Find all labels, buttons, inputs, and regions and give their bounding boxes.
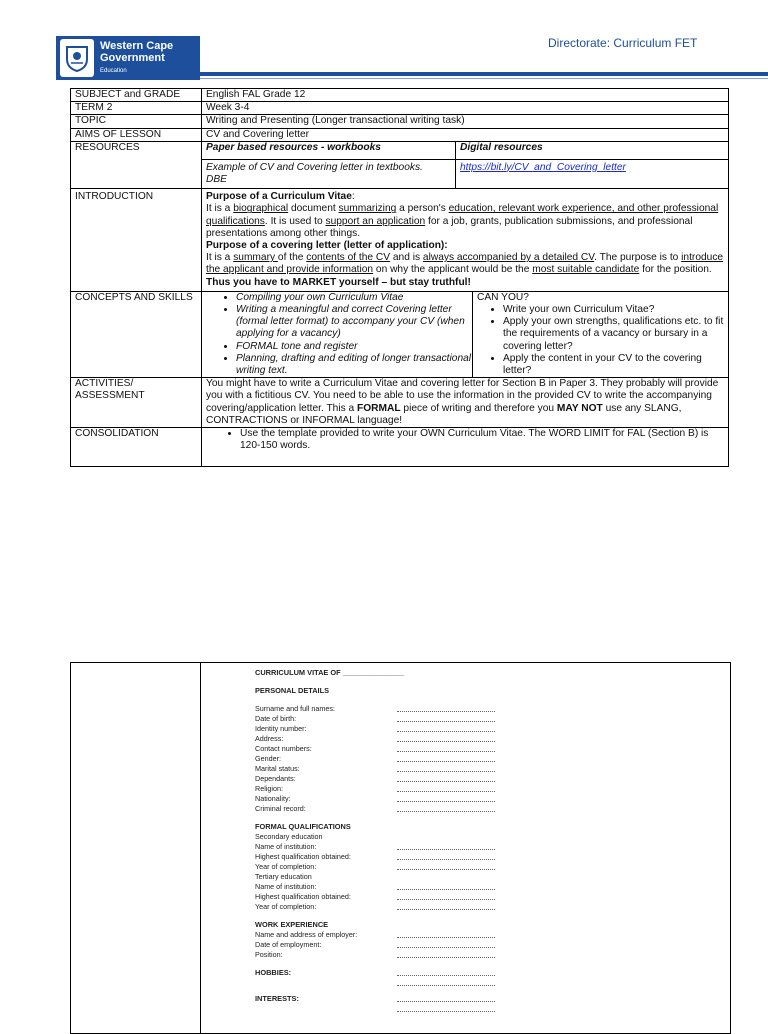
- fill-line: [397, 704, 495, 712]
- resources-cell: [202, 141, 729, 188]
- list-item: • Apply your own strengths, qualifications etc. to fit the requirements of a vacancy or bursary in a covering letter?: [503, 316, 728, 353]
- cv-field-label: Name of institution:: [255, 842, 317, 851]
- concepts-grid: [202, 292, 728, 377]
- cv-field-row: [255, 842, 495, 852]
- cv-field-row: [255, 764, 495, 774]
- cv-field-row: [255, 902, 495, 912]
- cv-field-label: Surname and full names:: [255, 704, 335, 713]
- cv-purpose-colon: :: [351, 191, 355, 203]
- concepts-list-cell: [202, 292, 473, 377]
- paper-text: Example of CV and Covering letter in textbooks.: [206, 161, 423, 173]
- western-cape-logo: [56, 36, 200, 80]
- fill-line: [397, 968, 495, 976]
- introduction-label: INTRODUCTION: [71, 189, 202, 292]
- fill-line: [397, 950, 495, 958]
- digital-resources-heading: Digital resources: [456, 142, 729, 160]
- cv-field-label: Nationality:: [255, 794, 291, 803]
- fill-line: [397, 892, 495, 900]
- list-item: • Use the template provided to write your OWN Curriculum Vitae. The WORD LIMIT for FAL (Section B) is 120-150 words.: [240, 428, 724, 452]
- cv-purpose-heading: Purpose of a Curriculum Vitae: [206, 191, 352, 203]
- header-rule: [200, 72, 768, 76]
- list-item: • Planning, drafting and editing of longer transactional writing text.: [236, 353, 472, 377]
- logo-line2: Government: [100, 52, 165, 64]
- concepts-list: [202, 292, 472, 377]
- cv-covering-letter-link[interactable]: https://bit.ly/CV_and_Covering_letter: [460, 161, 626, 173]
- activities-label: ACTIVITIES/ ASSESSMENT: [71, 378, 202, 428]
- term-value: Week 3-4: [202, 102, 729, 115]
- table-row: [71, 128, 729, 141]
- cv-field-row: [255, 714, 495, 724]
- table-row: [71, 141, 729, 188]
- cv-field-label: Gender:: [255, 754, 281, 763]
- fill-line: [397, 862, 495, 870]
- fill-line: [397, 978, 495, 986]
- cv-purpose-paragraph: It is a biographical document summarizing a person's education, relevant work experience, and other professional qualifications. It is used to support an application for a job, grants, publication submissions, and professional presentations among other things.: [206, 203, 719, 239]
- cv-field-label: Identity number:: [255, 724, 307, 733]
- cv-field-label: Dependants:: [255, 774, 296, 783]
- list-item: • FORMAL tone and register: [236, 341, 472, 353]
- logo-line1: Western Cape: [100, 40, 174, 52]
- secondary-fields: [255, 842, 495, 872]
- list-item: • Write your own Curriculum Vitae?: [503, 304, 728, 316]
- consolidation-cell: [202, 428, 729, 467]
- fill-line: [397, 724, 495, 732]
- introduction-text: [202, 189, 729, 292]
- subject-label: SUBJECT and GRADE: [71, 89, 202, 102]
- fill-line: [397, 902, 495, 910]
- column-divider: [200, 663, 201, 1033]
- cv-title: CURRICULUM VITAE OF _______________: [255, 668, 405, 677]
- fill-line: [397, 734, 495, 742]
- subject-value: English FAL Grade 12: [202, 89, 729, 102]
- cv-field-label: Criminal record:: [255, 804, 306, 813]
- cv-field-label: Year of completion:: [255, 902, 317, 911]
- tertiary-fields: [255, 882, 495, 912]
- qualifications-heading: FORMAL QUALIFICATIONS: [255, 822, 351, 831]
- fill-line: [397, 882, 495, 890]
- work-experience-heading: WORK EXPERIENCE: [255, 920, 329, 929]
- cv-field-label: Year of completion:: [255, 862, 317, 871]
- paper-resources-text: [202, 159, 456, 188]
- covering-letter-paragraph: It is a summary of the contents of the CV and is always accompanied by a detailed CV. The purpose is to introduce the applicant and provide information on why the applicant would be the most suitable candidate for the position. Thus you have to MARKET yourself – but stay truthful!: [206, 252, 724, 288]
- list-item: • Writing a meaningful and correct Covering letter (formal letter format) to accompany your CV (when applying for a vacancy): [236, 304, 472, 341]
- directorate-title: Directorate: Curriculum FET: [548, 36, 698, 50]
- cv-field-row: [255, 704, 495, 714]
- fill-line: [397, 842, 495, 850]
- covering-letter-heading: Purpose of a covering letter (letter of application):: [206, 240, 448, 252]
- concepts-cell: [202, 291, 729, 377]
- cv-field-row: [255, 882, 495, 892]
- cv-template: [255, 668, 495, 1012]
- cv-field-label: Highest qualification obtained:: [255, 852, 351, 861]
- fill-line: [397, 804, 495, 812]
- cv-field-row: [255, 724, 495, 734]
- lesson-plan-table: [70, 88, 729, 467]
- consolidation-list: [206, 428, 724, 452]
- fill-line: [397, 774, 495, 782]
- can-you-cell: [473, 292, 729, 377]
- table-row: [71, 378, 729, 428]
- table-row: [71, 291, 729, 377]
- hobbies-label: HOBBIES:: [255, 968, 292, 977]
- cv-field-row: [255, 794, 495, 804]
- resources-label: RESOURCES: [71, 141, 202, 188]
- cv-field-row: [255, 892, 495, 902]
- aims-label: AIMS OF LESSON: [71, 128, 202, 141]
- cv-field-label: Highest qualification obtained:: [255, 892, 351, 901]
- cv-field-row: [255, 862, 495, 872]
- digital-resources-cell: [456, 159, 729, 188]
- cv-field-row: [255, 852, 495, 862]
- fill-line: [397, 794, 495, 802]
- interests-label: INTERESTS:: [255, 994, 299, 1003]
- fill-line: [397, 930, 495, 938]
- fill-line: [397, 744, 495, 752]
- fill-line: [397, 852, 495, 860]
- logo-line3: Education: [100, 68, 127, 74]
- cv-field-label: Date of birth:: [255, 714, 297, 723]
- cv-field-label: Name and address of employer:: [255, 930, 358, 939]
- consolidation-label: CONSOLIDATION: [71, 428, 202, 467]
- table-row: [71, 115, 729, 128]
- table-row: [71, 102, 729, 115]
- concepts-label: CONCEPTS AND SKILLS: [71, 291, 202, 377]
- cv-field-row: [255, 784, 495, 794]
- work-fields: [255, 930, 495, 960]
- cv-field-label: Date of employment:: [255, 940, 322, 949]
- cv-field-row: [255, 940, 495, 950]
- cv-field-row: [255, 930, 495, 940]
- fill-line: [397, 764, 495, 772]
- list-item: • Compiling your own Curriculum Vitae: [236, 292, 472, 304]
- tertiary-heading: Tertiary education: [255, 872, 312, 881]
- secondary-heading: Secondary education: [255, 832, 323, 841]
- cv-field-label: Contact numbers:: [255, 744, 312, 753]
- header-rule-thin: [200, 78, 768, 79]
- fill-line: [397, 940, 495, 948]
- fill-line: [397, 1004, 495, 1012]
- list-item: • Apply the content in your CV to the covering letter?: [503, 353, 728, 377]
- topic-label: TOPIC: [71, 115, 202, 128]
- personal-details-heading: PERSONAL DETAILS: [255, 686, 330, 695]
- fill-line: [397, 994, 495, 1002]
- coat-of-arms-icon: [60, 39, 94, 77]
- cv-field-row: [255, 744, 495, 754]
- paper-dbe: DBE: [206, 174, 227, 186]
- cv-field-label: Address:: [255, 734, 284, 743]
- cv-field-label: Marital status:: [255, 764, 300, 773]
- aims-value: CV and Covering letter: [202, 128, 729, 141]
- table-row: [71, 89, 729, 102]
- cv-field-row: [255, 950, 495, 960]
- personal-fields: [255, 704, 495, 814]
- topic-value: Writing and Presenting (Longer transactional writing task): [202, 115, 729, 128]
- fill-line: [397, 784, 495, 792]
- activities-text: You might have to write a Curriculum Vitae and covering letter for Section B in Paper 3. They probably will provide you with a fictitious CV. You need to be able to use the information in the provided CV to write the accompanying covering/application letter. This a FORMAL piece of writing and therefore you MAY NOT use any SLANG, CONTRACTIONS or INFORMAL language!: [202, 378, 729, 428]
- can-you-list: [477, 304, 728, 377]
- resources-grid: [202, 142, 728, 188]
- table-row: [71, 189, 729, 292]
- cv-field-row: [255, 734, 495, 744]
- fill-line: [397, 754, 495, 762]
- cv-field-label: Name of institution:: [255, 882, 317, 891]
- cv-field-row: [255, 774, 495, 784]
- fill-line: [397, 714, 495, 722]
- paper-resources-heading: Paper based resources - workbooks: [202, 142, 456, 160]
- cv-field-row: [255, 754, 495, 764]
- table-row: [71, 428, 729, 467]
- term-label: TERM 2: [71, 102, 202, 115]
- cv-field-label: Religion:: [255, 784, 283, 793]
- cv-field-label: Position:: [255, 950, 283, 959]
- can-you-heading: CAN YOU?: [477, 291, 529, 303]
- cv-field-row: [255, 804, 495, 814]
